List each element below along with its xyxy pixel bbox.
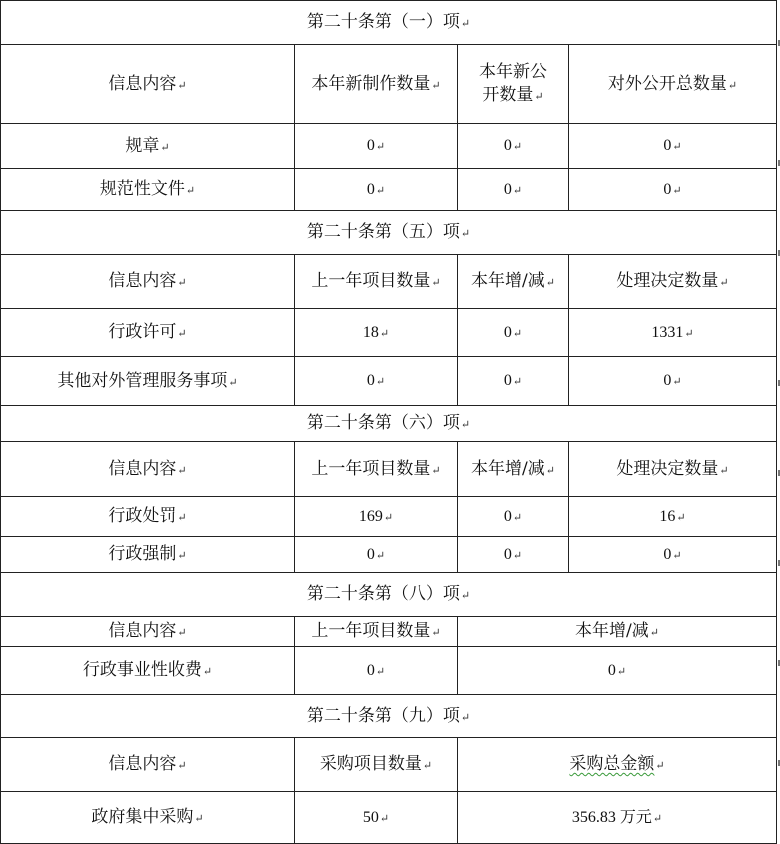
section-title: 第二十条第（九）项↵ bbox=[1, 695, 777, 738]
header-cell: 信息内容↵ bbox=[1, 45, 295, 124]
section-title: 第二十条第（八）项↵ bbox=[1, 573, 777, 617]
header-row bbox=[1, 442, 777, 497]
value-cell: 0↵ bbox=[458, 357, 569, 406]
header-cell: 本年增/减↵ bbox=[458, 255, 569, 309]
section-title-row bbox=[1, 1, 777, 45]
header-cell: 上一年项目数量↵ bbox=[295, 255, 458, 309]
section-title-row bbox=[1, 406, 777, 442]
section-title: 第二十条第（一）项↵ bbox=[1, 1, 777, 45]
header-row bbox=[1, 617, 777, 647]
header-cell: 本年增/减↵ bbox=[458, 442, 569, 497]
section-title: 第二十条第（六）项↵ bbox=[1, 406, 777, 442]
value-cell: 0↵ bbox=[458, 647, 777, 695]
value-cell: 0↵ bbox=[569, 124, 777, 169]
item-name-cell: 行政处罚↵ bbox=[1, 497, 295, 537]
section-title-row bbox=[1, 573, 777, 617]
value-cell: 16↵ bbox=[569, 497, 777, 537]
item-name-cell: 行政强制↵ bbox=[1, 537, 295, 573]
item-name-cell: 其他对外管理服务事项↵ bbox=[1, 357, 295, 406]
value-cell: 0↵ bbox=[295, 647, 458, 695]
value-cell: 0↵ bbox=[295, 537, 458, 573]
value-cell: 0↵ bbox=[569, 537, 777, 573]
header-row bbox=[1, 255, 777, 309]
value-cell: 1331↵ bbox=[569, 309, 777, 357]
value-cell: 0↵ bbox=[458, 124, 569, 169]
value-cell: 0↵ bbox=[569, 169, 777, 211]
table-row bbox=[1, 792, 777, 844]
header-cell: 本年新公开数量↵ bbox=[458, 45, 569, 124]
section-title-row bbox=[1, 695, 777, 738]
value-cell: 0↵ bbox=[569, 357, 777, 406]
item-name-cell: 行政许可↵ bbox=[1, 309, 295, 357]
header-cell: 上一年项目数量↵ bbox=[295, 442, 458, 497]
header-cell: 处理决定数量↵ bbox=[569, 255, 777, 309]
header-cell: 本年增/减↵ bbox=[458, 617, 777, 647]
value-cell: 169↵ bbox=[295, 497, 458, 537]
header-cell: 信息内容↵ bbox=[1, 738, 295, 792]
item-name-cell: 政府集中采购↵ bbox=[1, 792, 295, 844]
table-row bbox=[1, 537, 777, 573]
item-name-cell: 规范性文件↵ bbox=[1, 169, 295, 211]
header-cell: 信息内容↵ bbox=[1, 617, 295, 647]
header-cell: 对外公开总数量↵ bbox=[569, 45, 777, 124]
item-name-cell: 行政事业性收费↵ bbox=[1, 647, 295, 695]
header-cell: 上一年项目数量↵ bbox=[295, 617, 458, 647]
value-cell: 0↵ bbox=[458, 537, 569, 573]
value-cell: 0↵ bbox=[295, 124, 458, 169]
section-title-row bbox=[1, 211, 777, 255]
header-row bbox=[1, 45, 777, 124]
value-cell: 0↵ bbox=[458, 497, 569, 537]
table-row bbox=[1, 309, 777, 357]
value-cell: 18↵ bbox=[295, 309, 458, 357]
header-cell: 处理决定数量↵ bbox=[569, 442, 777, 497]
value-cell: 50↵ bbox=[295, 792, 458, 844]
value-cell: 0↵ bbox=[458, 309, 569, 357]
header-cell: 本年新制作数量↵ bbox=[295, 45, 458, 124]
value-cell: 0↵ bbox=[295, 169, 458, 211]
section-title: 第二十条第（五）项↵ bbox=[1, 211, 777, 255]
value-cell: 0↵ bbox=[295, 357, 458, 406]
table-row bbox=[1, 124, 777, 169]
header-row bbox=[1, 738, 777, 792]
table-row bbox=[1, 647, 777, 695]
value-cell: 0↵ bbox=[458, 169, 569, 211]
table-row bbox=[1, 357, 777, 406]
value-cell: 356.83 万元↵ bbox=[458, 792, 777, 844]
item-name-cell: 规章↵ bbox=[1, 124, 295, 169]
table-row bbox=[1, 497, 777, 537]
table-row bbox=[1, 169, 777, 211]
header-cell: 采购项目数量↵ bbox=[295, 738, 458, 792]
header-cell: 信息内容↵ bbox=[1, 255, 295, 309]
header-cell: 信息内容↵ bbox=[1, 442, 295, 497]
header-cell: 采购总金额↵ bbox=[458, 738, 777, 792]
